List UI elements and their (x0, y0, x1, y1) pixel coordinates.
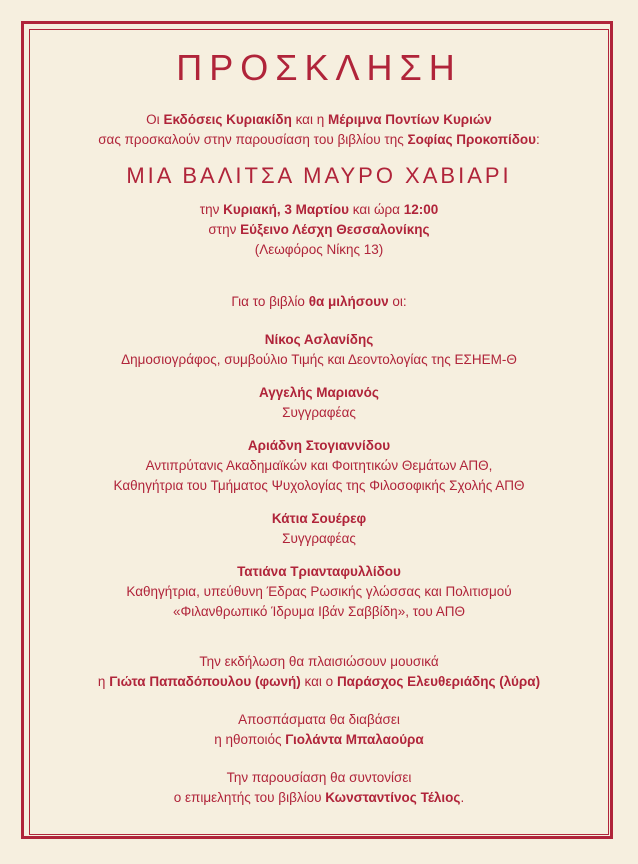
event-text-fragment: την (199, 202, 224, 217)
music-line-2 (40, 672, 598, 692)
speaker-role: Καθηγήτρια, υπεύθυνη Έδρας Ρωσικής γλώσσας και Πολιτισμού (126, 584, 512, 599)
music-text-fragment: η (97, 674, 110, 689)
event-line-venue (40, 220, 598, 240)
speakers-intro-fragment: οι: (388, 294, 407, 309)
reading-line-2 (40, 730, 598, 750)
speaker-name: Αγγελής Μαριανός (259, 385, 379, 400)
editor-name: Κωνσταντίνος Τέλιος (325, 790, 461, 805)
coordination-line-2 (40, 788, 598, 808)
speakers-intro (40, 292, 598, 312)
speaker-block (40, 383, 598, 423)
actress-name: Γιολάντα Μπαλαούρα (285, 732, 424, 747)
speaker-name: Νίκος Ασλανίδης (264, 332, 374, 347)
coordination-text-fragment: . (460, 790, 465, 805)
speaker-name: Τατιάνα Τριανταφυλλίδου (237, 564, 401, 579)
intro-text-fragment: σας προσκαλούν στην παρουσίαση του βιβλίου της (98, 132, 408, 147)
reading-text-fragment: η ηθοποιός (214, 732, 286, 747)
speaker-name: Αριάδνη Στογιαννίδου (247, 438, 391, 453)
speaker-name: Κάτια Σουέρεφ (271, 511, 367, 526)
music-text-fragment: και ο (300, 674, 337, 689)
event-date: Κυριακή, 3 Μαρτίου (223, 202, 350, 217)
musician-name: Παράσχος Ελευθεριάδης (λύρα) (336, 674, 541, 689)
event-text-fragment: και ώρα (349, 202, 404, 217)
event-time: 12:00 (403, 202, 439, 217)
music-credits (40, 652, 598, 692)
coordination-line-1: Την παρουσίαση θα συντονίσει (226, 770, 412, 785)
event-venue: Εύξεινο Λέσχη Θεσσαλονίκης (240, 222, 430, 237)
publisher-name: Εκδόσεις Κυριακίδη (163, 112, 292, 127)
organization-name: Μέριμνα Ποντίων Κυριών (328, 112, 492, 127)
reading-credits (40, 710, 598, 750)
speakers-intro-emphasis: θα μιλήσουν (308, 294, 389, 309)
speaker-role-line-2: «Φιλανθρωπικό Ίδρυμα Ιβάν Σαββίδη», του ΑΠΘ (173, 604, 465, 619)
event-address: (Λεωφόρος Νίκης 13) (254, 242, 384, 257)
speaker-role: Δημοσιογράφος, συμβούλιο Τιμής και Δεοντολογίας της ΕΣΗΕΜ-Θ (121, 352, 517, 367)
event-line-date (40, 200, 598, 220)
intro-line-1 (40, 110, 598, 130)
intro-text-fragment: και η (291, 112, 328, 127)
reading-line-1: Αποσπάσματα θα διαβάσει (238, 712, 400, 727)
speaker-block (40, 562, 598, 622)
intro-text (40, 110, 598, 150)
singer-name: Γιώτα Παπαδόπουλου (φωνή) (109, 674, 301, 689)
book-title: ΜΙΑ ΒΑΛΙΤΣΑ ΜΑΥΡΟ ΧΑΒΙΑΡΙ (126, 163, 512, 188)
music-line-1: Την εκδήλωση θα πλαισιώσουν μουσικά (199, 654, 439, 669)
speaker-role-line-2: Καθηγήτρια του Τμήματος Ψυχολογίας της Φιλοσοφικής Σχολής ΑΠΘ (113, 478, 525, 493)
speaker-role: Συγγραφέας (282, 531, 356, 546)
event-text-fragment: στην (208, 222, 241, 237)
intro-text-fragment: Οι (146, 112, 164, 127)
author-name: Σοφίας Προκοπίδου (407, 132, 536, 147)
speaker-block (40, 509, 598, 549)
speakers-intro-fragment: Για το βιβλίο (231, 294, 309, 309)
speaker-role: Αντιπρύτανις Ακαδημαϊκών και Φοιτητικών Θεμάτων ΑΠΘ, (145, 458, 493, 473)
speaker-role: Συγγραφέας (282, 405, 356, 420)
speaker-block (40, 436, 598, 496)
event-details (40, 200, 598, 260)
intro-line-2 (40, 130, 598, 150)
intro-text-fragment: : (536, 132, 540, 147)
invitation-title: ΠΡΟΣΚΛΗΣΗ (176, 47, 462, 88)
invitation-content (40, 0, 598, 808)
coordination-credits (40, 768, 598, 808)
speaker-block (40, 330, 598, 370)
coordination-text-fragment: ο επιμελητής του βιβλίου (173, 790, 326, 805)
